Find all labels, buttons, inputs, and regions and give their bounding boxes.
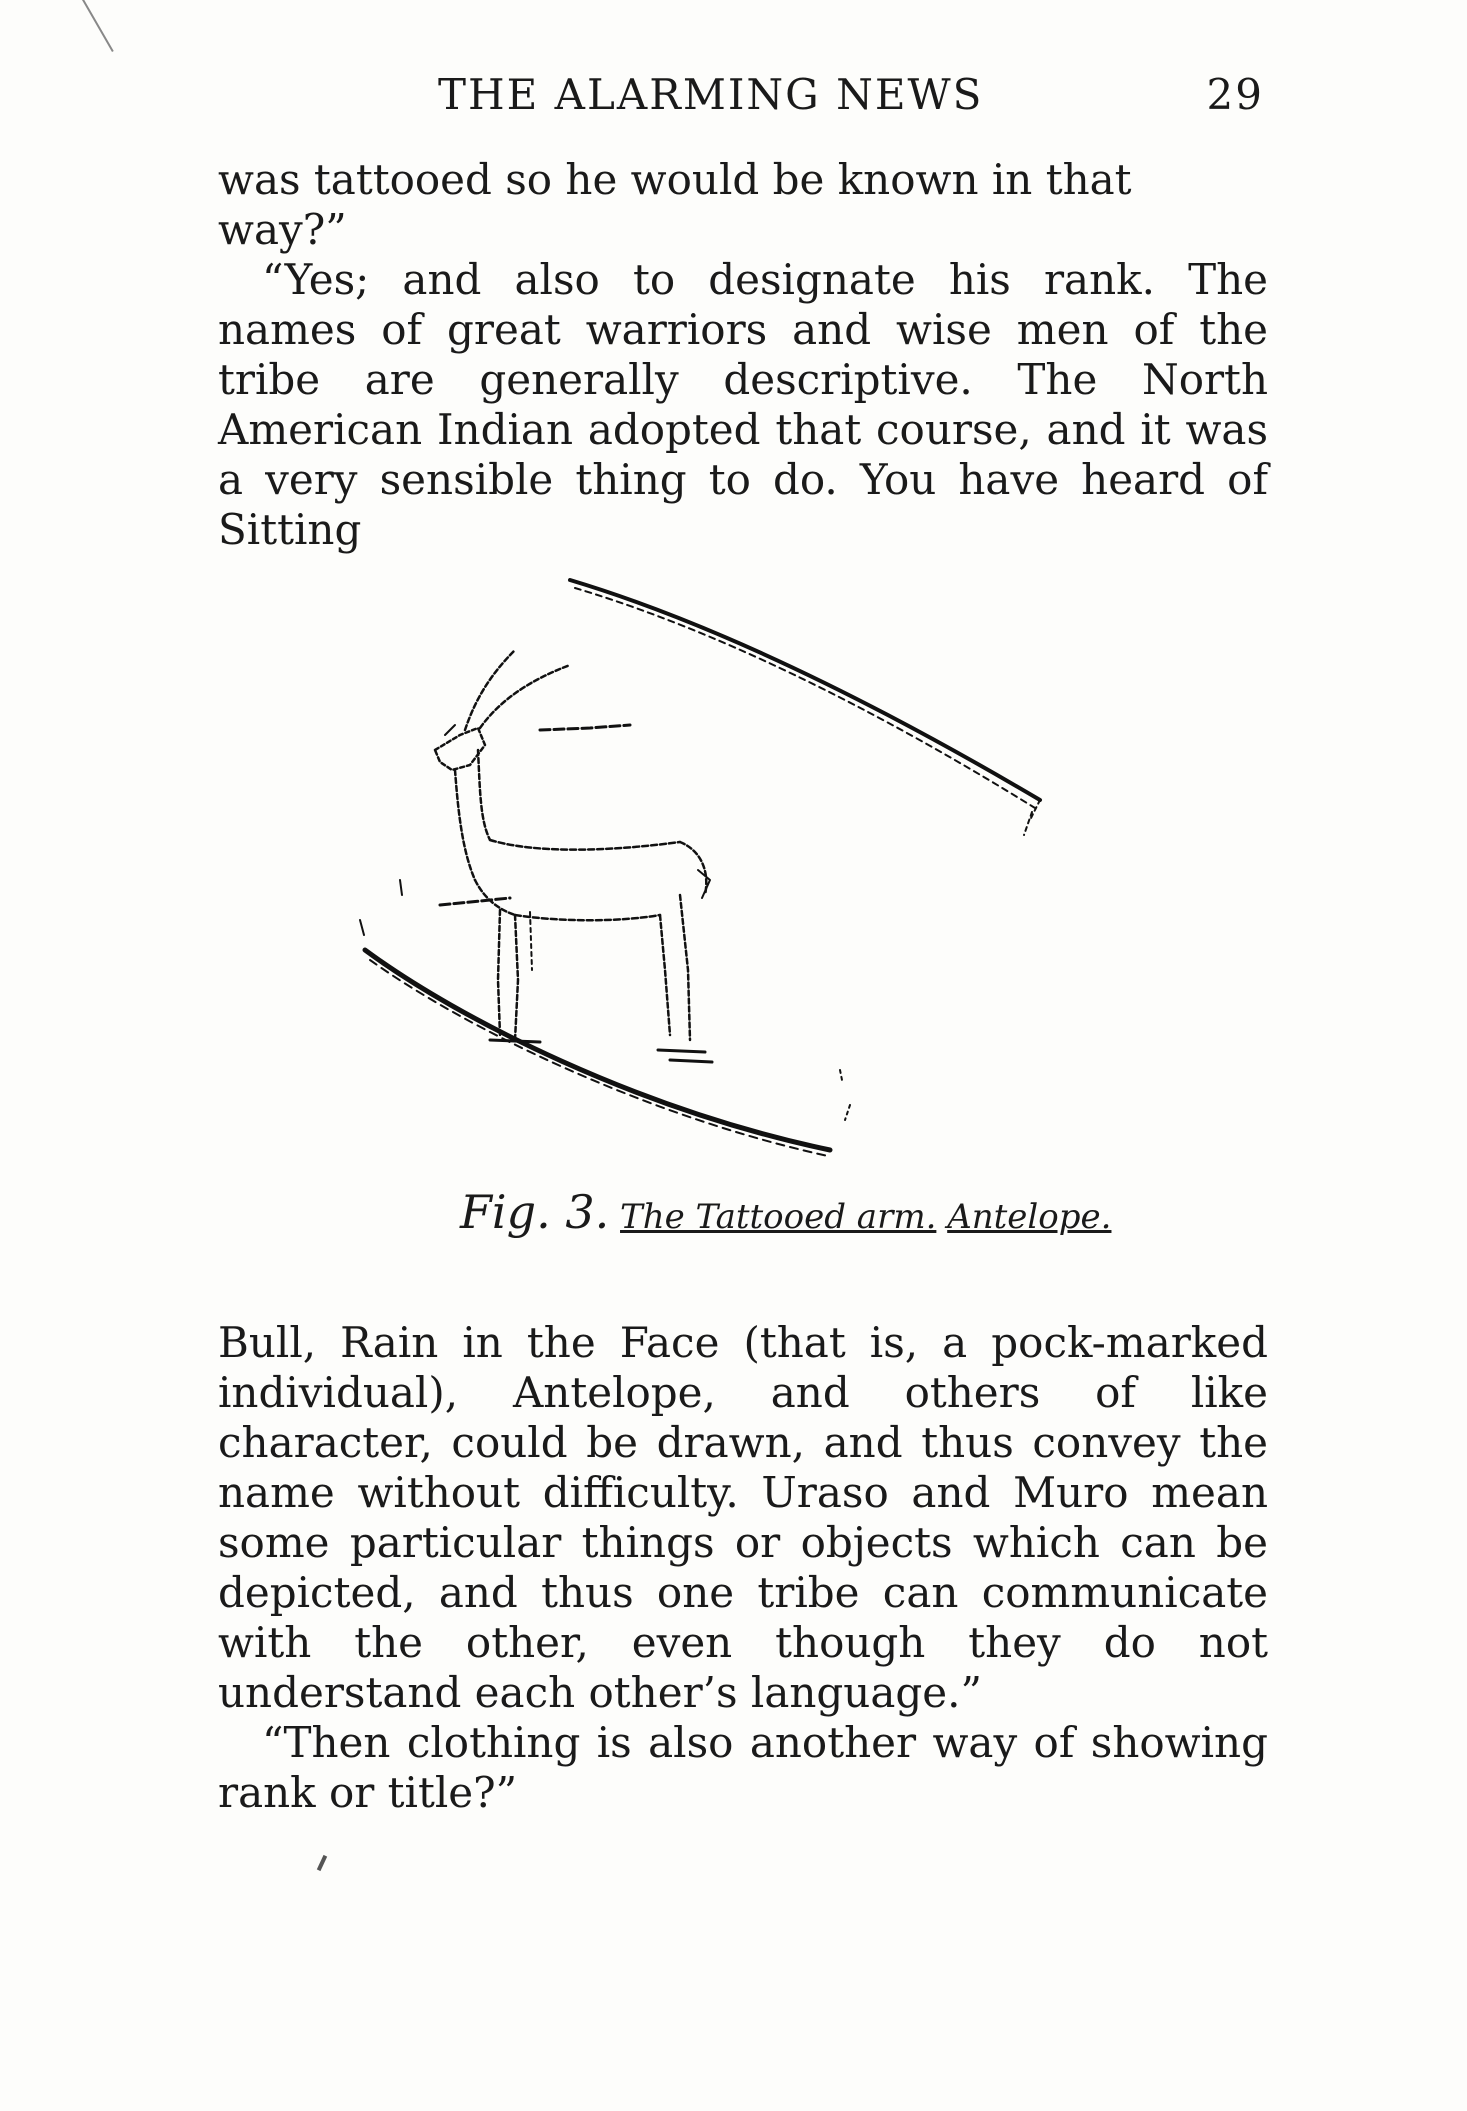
page-corner-mark [82,0,114,52]
paragraph-continuation: was tattooed so he would be known in that way?” [218,155,1132,254]
running-head [218,70,1268,120]
running-title: THE ALARMING NEWS [438,70,984,119]
caption-title: The Tattooed arm. [620,1197,937,1237]
paragraph-dialogue: “Then clothing is also another way of showing rank or title?” [218,1718,1268,1817]
paragraph-dialogue: “Yes; and also to designate his rank. The names of great warriors and wise men of the tribe are generally descriptive. The North American Indian adopted that course, and it was a very sensible thing to do. You have heard of Sitting [218,255,1268,554]
figure-tattooed-arm [340,550,1080,1190]
page-number: 29 [1206,70,1264,119]
caption-figure-label: Fig. 3. [460,1185,610,1239]
antelope-tattoo-illustration-icon [340,550,1080,1190]
stray-ink-mark [317,1855,327,1871]
body-text-top [218,155,1268,555]
body-text-bottom [218,1318,1268,1818]
caption-subject: Antelope. [947,1197,1112,1237]
paragraph-continuation: Bull, Rain in the Face (that is, a pock-marked individual), Antelope, and others of like character, could be drawn, and thus convey the name without difficulty. Uraso and Muro mean some particular things or objects which can be depicted, and thus one tribe can communicate with the other, even though they do not understand each other’s language.” [218,1318,1268,1717]
figure-caption [460,1185,1180,1239]
